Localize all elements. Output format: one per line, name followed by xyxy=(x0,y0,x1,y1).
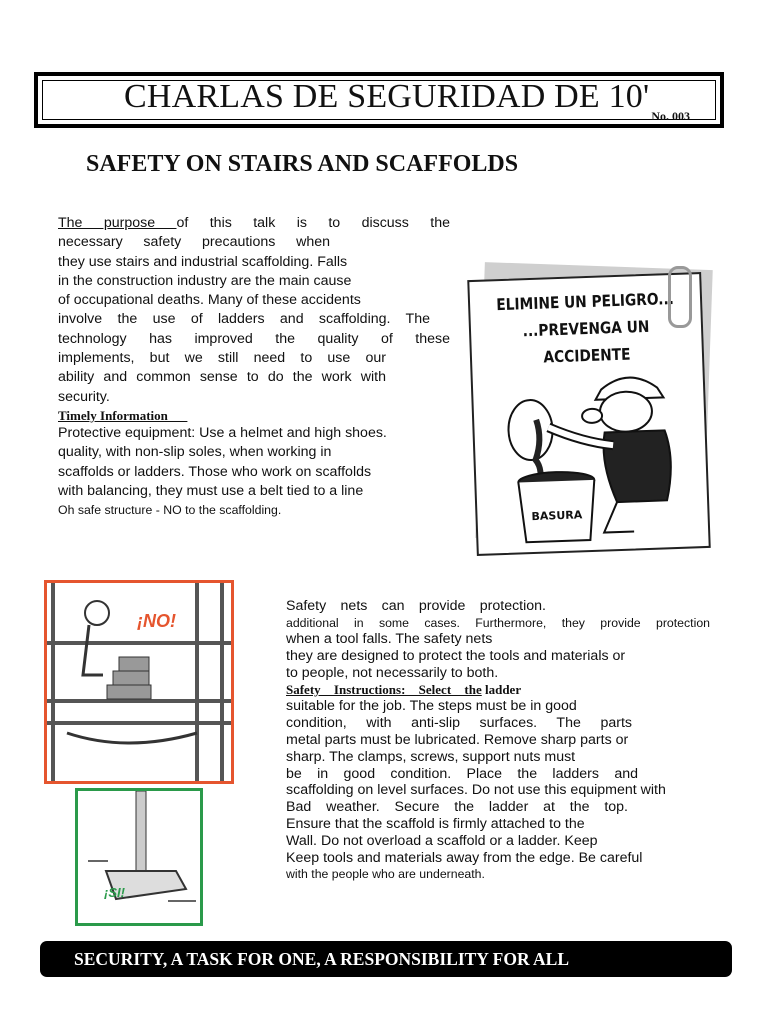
intro-column xyxy=(58,214,450,520)
nets-and-instructions-column xyxy=(286,598,710,883)
timely-line: scaffolds or ladders. Those who work on scaffolds xyxy=(58,463,372,480)
issue-number: No. 003 xyxy=(651,109,690,123)
instructions-heading-tail: ladder xyxy=(481,681,522,697)
instruction-line: condition, with anti-slip surfaces. The parts xyxy=(286,715,632,732)
intro-text: of this talk is to discuss the xyxy=(176,215,450,231)
timely-heading: Timely Information xyxy=(58,407,188,423)
footer-bar xyxy=(40,941,732,977)
si-label: ¡SI! xyxy=(104,885,125,900)
timely-line: Oh safe structure - NO to the scaffolding. xyxy=(58,503,282,518)
footer-slogan: SECURITY, A TASK FOR ONE, A RESPONSIBILITY FOR ALL xyxy=(74,949,570,969)
instruction-line: sharp. The clamps, screws, support nuts must xyxy=(286,748,576,765)
header-box xyxy=(34,72,724,128)
unsafe-scaffold-illustration xyxy=(44,580,234,784)
intro-line: technology has improved the quality of these xyxy=(58,330,450,347)
timely-line: Protective equipment: Use a helmet and high shoes. xyxy=(58,424,387,441)
instructions-heading-text: Safety Instructions: Select the xyxy=(286,681,482,697)
purpose-label: The purpose xyxy=(58,215,177,231)
nets-line: to people, not necessarily to both. xyxy=(286,664,499,681)
header-title: CHARLAS DE SEGURIDAD DE 10' xyxy=(124,78,650,115)
instruction-line: Ensure that the scaffold is firmly attached to the xyxy=(286,816,585,833)
timely-line: quality, with non-slip soles, when working in xyxy=(58,444,332,461)
intro-line: security. xyxy=(58,388,110,405)
bin-label: BASURA xyxy=(531,508,583,524)
instruction-line: be in good condition. Place the ladders and xyxy=(286,765,638,782)
instruction-line: Wall. Do not overload a scaffold or a ladder. Keep xyxy=(286,832,598,849)
instruction-line: Keep tools and materials away from the edge. Be careful xyxy=(286,849,643,866)
intro-line: of occupational deaths. Many of these accidents xyxy=(58,292,361,309)
instruction-line: scaffolding on level surfaces. Do not use this equipment with xyxy=(286,782,666,799)
instruction-line: with the people who are underneath. xyxy=(286,867,485,882)
nets-line: Safety nets can provide protection. xyxy=(286,598,546,614)
instruction-line: Bad weather. Secure the ladder at the top. xyxy=(286,799,628,816)
poster-line: ACCIDENTE xyxy=(543,344,631,367)
intro-line: implements, but we still need to use our xyxy=(58,350,386,367)
poster-line: ELIMINE UN PELIGRO... xyxy=(495,288,675,315)
timely-line: with balancing, they must use a belt tied to a line xyxy=(58,482,364,499)
nets-line: additional in some cases. Furthermore, they provide protection xyxy=(286,615,710,630)
poster-line: ...PREVENGA UN xyxy=(522,316,650,341)
instructions-heading xyxy=(286,682,710,699)
nets-line: they are designed to protect the tools and materials or xyxy=(286,648,626,665)
instruction-line: suitable for the job. The steps must be in good xyxy=(286,698,577,715)
intro-line: ability and common sense to do the work with xyxy=(58,369,386,386)
intro-line: in the construction industry are the main cause xyxy=(58,272,352,289)
instruction-line: metal parts must be lubricated. Remove sharp parts or xyxy=(286,732,629,749)
page-title: SAFETY ON STAIRS AND SCAFFOLDS xyxy=(86,151,519,177)
scaffold-base-icon xyxy=(78,791,200,923)
intro-line: they use stairs and industrial scaffolding. Falls xyxy=(58,253,348,270)
intro-line: necessary safety precautions when xyxy=(58,234,330,251)
no-label: ¡NO! xyxy=(137,611,176,631)
paperclip-icon xyxy=(668,266,692,328)
nets-line: when a tool falls. The safety nets xyxy=(286,631,493,648)
intro-line: involve the use of ladders and scaffolding. The xyxy=(58,311,430,328)
intro-line xyxy=(58,214,450,233)
safe-base-illustration xyxy=(75,788,203,926)
